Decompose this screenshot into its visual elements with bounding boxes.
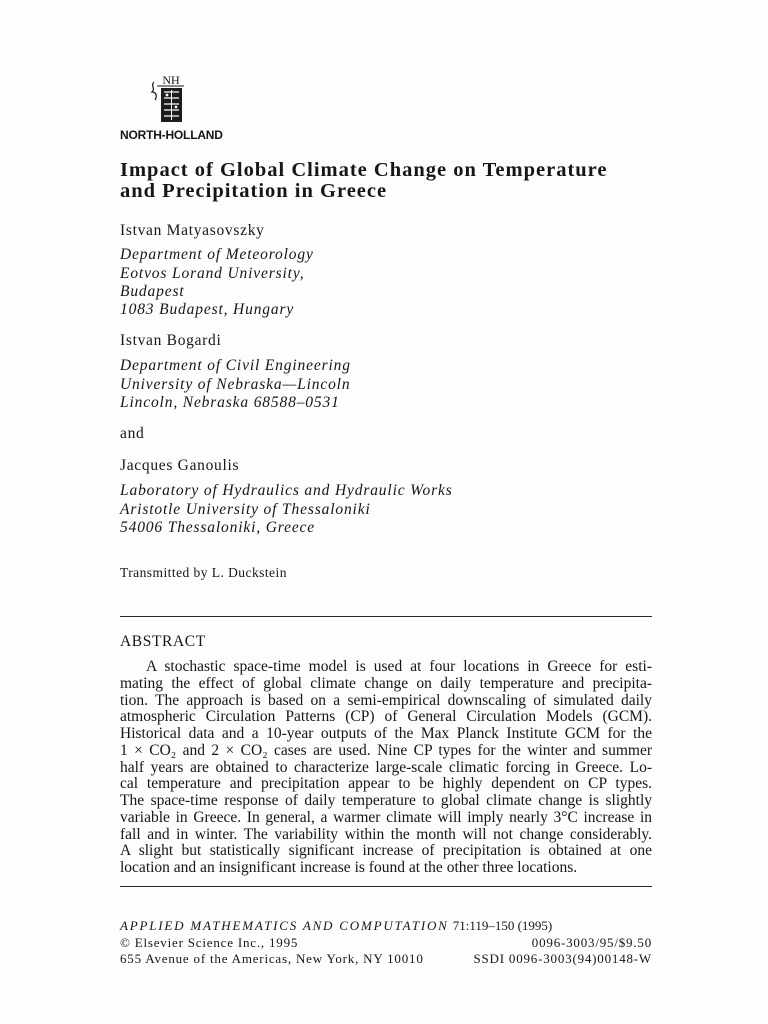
abstract-line: 1 × CO₂ and 2 × CO₂ cases are used. Nine CP types for the winter and summer [120,741,652,759]
abstract-bottom-rule [120,886,652,887]
footer-copyright: © Elsevier Science Inc., 1995 [120,934,299,950]
affiliation-line: University of Nebraska—Lincoln [120,375,351,393]
affiliation-line: Department of Meteorology [120,246,314,264]
abstract-line: variable in Greece. In general, a warmer climate will imply nearly 3°C increase in [120,808,652,826]
paper-title [120,160,608,202]
footer-journal-line [120,918,552,934]
author-2-affiliation [120,357,351,412]
publisher-logo-text: NH [162,73,180,87]
footer-address: 655 Avenue of the Americas, New York, NY 10010 [120,950,424,966]
abstract-top-rule [120,616,652,617]
publisher-name: NORTH-HOLLAND [120,128,223,142]
abstract-line: A slight but statistically significant increase of precipitation is obtained at one [120,842,652,860]
affiliation-line: 1083 Budapest, Hungary [120,301,295,319]
abstract-line: half years are obtained to characterize large-scale climatic forcing in Greece. Lo- [120,758,652,776]
publisher-logo [148,70,188,124]
abstract-line: mating the effect of global climate change on daily temperature and precipita- [120,674,652,692]
author-1-name: Istvan Matyasovszky [120,221,265,239]
affiliation-line: Eotvos Lorand University, [120,264,305,282]
affiliation-line: Aristotle University of Thessaloniki [120,500,371,518]
author-3-name: Jacques Ganoulis [120,456,240,474]
abstract-line: A stochastic space-time model is used at four locations in Greece for esti- [146,658,652,675]
abstract-line: cal temperature and precipitation appear to be highly dependent on CP types. [120,775,652,793]
transmitted-by: Transmitted by L. Duckstein [120,564,287,580]
footer-issn-price: 0096-3003/95/$9.50 [531,934,652,950]
abstract-line: The space-time response of daily temperature to global climate change is slightly [120,792,652,809]
abstract-line: fall and in winter. The variability within the month will not change considerably. [120,825,652,843]
affiliation-line: 54006 Thessaloniki, Greece [120,518,316,536]
affiliation-line: Lincoln, Nebraska 68588–0531 [120,393,340,411]
abstract-heading: ABSTRACT [120,632,206,650]
author-conjunction: and [120,424,145,442]
affiliation-line: Laboratory of Hydraulics and Hydraulic Works [120,482,453,500]
abstract-line: tion. The approach is based on a semi-empirical downscaling of simulated daily [120,691,652,709]
footer-journal: APPLIED MATHEMATICS AND COMPUTATION [120,917,449,933]
author-1-affiliation [120,246,314,319]
affiliation-line: Budapest [120,282,185,300]
abstract-body [120,659,652,877]
abstract-line: atmospheric Circulation Patterns (CP) of General Circulation Models (GCM). [120,708,652,726]
title-line-1: Impact of Global Climate Change on Temperature [120,159,608,181]
affiliation-line: Department of Civil Engineering [120,357,351,375]
footer-citation: 71:119–150 (1995) [452,917,553,933]
abstract-line: Historical data and a 10-year outputs of the Max Planck Institute GCM for the [120,725,652,742]
title-line-2: and Precipitation in Greece [120,180,388,202]
author-3-affiliation [120,482,453,537]
author-2-name: Istvan Bogardi [120,331,222,349]
abstract-line: location and an insignificant increase is found at the other three locations. [120,859,578,876]
footer-ssdi: SSDI 0096-3003(94)00148-W [473,950,652,966]
